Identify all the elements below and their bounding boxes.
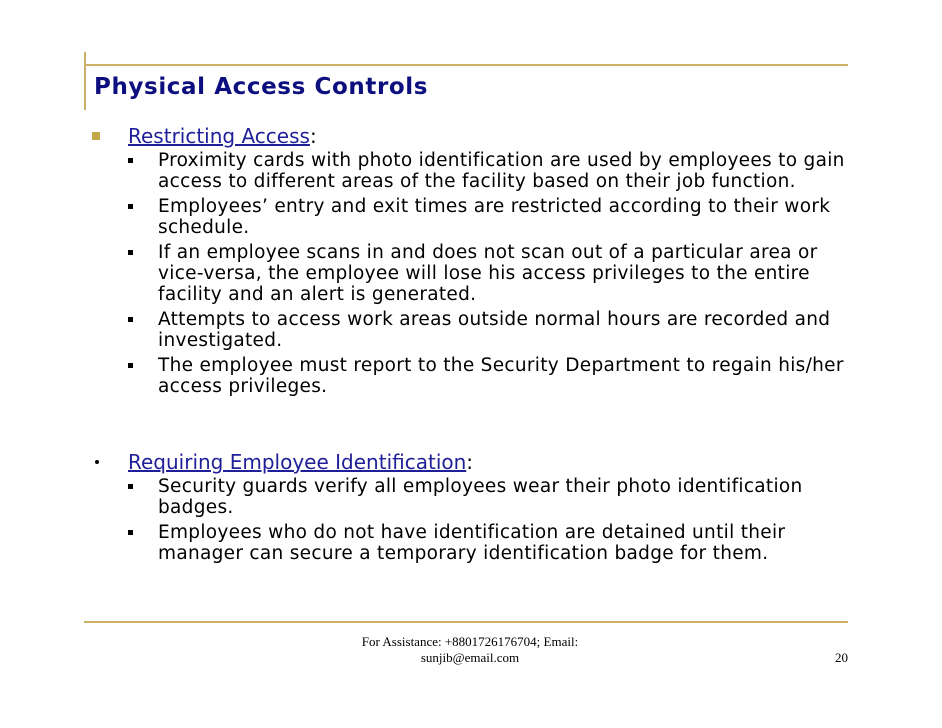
small-square-bullet-icon	[128, 158, 133, 163]
restricting-access-list	[92, 150, 852, 397]
section-requiring-identification	[92, 450, 852, 568]
small-square-bullet-icon	[128, 363, 133, 368]
slide-title: Physical Access Controls	[94, 74, 429, 100]
list-item: If an employee scans in and does not scan out of a particular area or vice-versa, the employee will lose his access privileges to the entire facility and an alert is generated.	[92, 242, 852, 305]
footer-rule	[84, 621, 848, 623]
footer-contact	[340, 634, 600, 666]
small-square-bullet-icon	[128, 317, 133, 322]
list-item: Employees’ entry and exit times are restricted according to their work schedule.	[92, 196, 852, 238]
heading-colon: :	[309, 124, 317, 148]
list-item: Security guards verify all employees wear their photo identification badges.	[92, 476, 852, 518]
footer-line-2: sunjib@email.com	[420, 650, 520, 665]
list-item: The employee must report to the Security Department to regain his/her access privileges.	[92, 355, 852, 397]
section-heading	[92, 124, 852, 148]
section-restricting-access	[92, 124, 852, 401]
section-heading	[92, 450, 852, 474]
frame-left-rule	[84, 52, 86, 110]
heading-colon: :	[466, 450, 474, 474]
dot-bullet-icon	[95, 460, 99, 464]
page-number: 20	[835, 650, 848, 665]
small-square-bullet-icon	[128, 204, 133, 209]
footer-line-1: For Assistance: +8801726176704; Email:	[361, 634, 579, 649]
requiring-identification-link[interactable]: Requiring Employee Identification	[128, 450, 467, 474]
small-square-bullet-icon	[128, 250, 133, 255]
restricting-access-link[interactable]: Restricting Access	[128, 124, 310, 148]
small-square-bullet-icon	[128, 484, 133, 489]
list-item: Employees who do not have identification are detained until their manager can secure a temporary identification badge for them.	[92, 522, 852, 564]
small-square-bullet-icon	[128, 530, 133, 535]
frame-top-rule	[84, 64, 848, 66]
square-bullet-icon	[92, 132, 100, 140]
requiring-identification-list	[92, 476, 852, 564]
list-item: Attempts to access work areas outside normal hours are recorded and investigated.	[92, 309, 852, 351]
list-item: Proximity cards with photo identification are used by employees to gain access to different areas of the facility based on their job function.	[92, 150, 852, 192]
